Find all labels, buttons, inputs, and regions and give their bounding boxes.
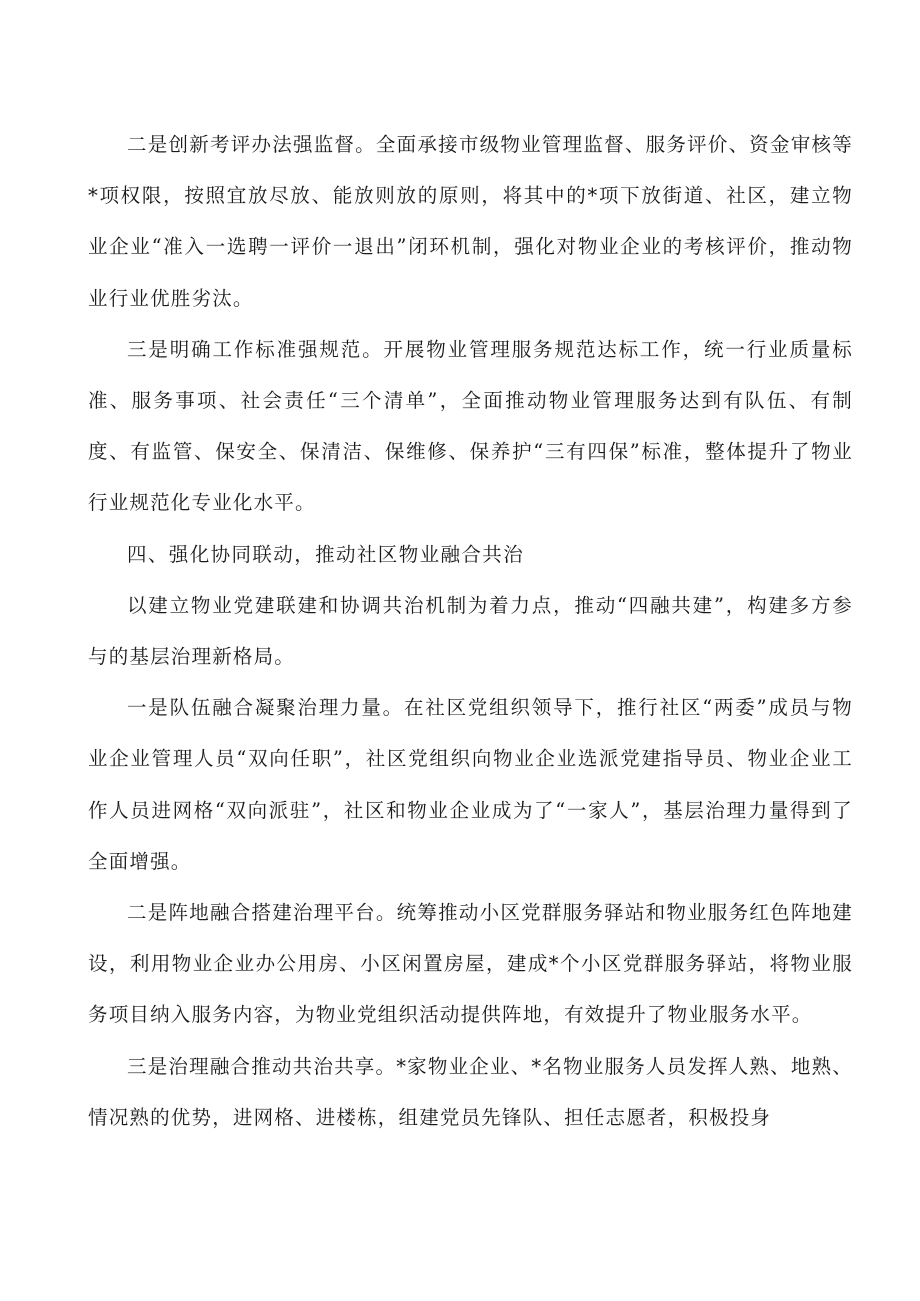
paragraph-clarify-standards: 三是明确工作标准强规范。开展物业管理服务规范达标工作，统一行业质量标准、服务事项、社会责任“三个清单”，全面推动物业管理服务达到有队伍、有制度、有监管、保安全、保清洁、保维修、保养护“三有四保”标准，整体提升了物业行业规范化专业化水平。 xyxy=(88,337,853,515)
paragraph-innovate-evaluation: 二是创新考评办法强监督。全面承接市级物业管理监督、服务评价、资金审核等*项权限，按照宜放尽放、能放则放的原则，将其中的*项下放街道、社区，建立物业企业“准入一选聘一评价一退出”闭环机制，强化对物业企业的考核评价，推动物业行业优胜劣汰。 xyxy=(88,133,853,310)
paragraph-position-integration: 二是阵地融合搭建治理平台。统筹推动小区党群服务驿站和物业服务红色阵地建设，利用物业企业办公用房、小区闲置房屋，建成*个小区党群服务驿站，将物业服务项目纳入服务内容，为物业党组织活动提供阵地，有效提升了物业服务水平。 xyxy=(88,901,853,1027)
paragraph-section-intro: 以建立物业党建联建和协调共治机制为着力点，推动“四融共建”，构建多方参与的基层治理新格局。 xyxy=(88,593,853,669)
paragraph-team-integration: 一是队伍融合凝聚治理力量。在社区党组织领导下，推行社区“两委”成员与物业企业管理人员“双向任职”，社区党组织向物业企业选派党建指导员、物业企业工作人员进网格“双向派驻”，社区和物业企业成为了“一家人”，基层治理力量得到了全面增强。 xyxy=(88,696,853,873)
document-body xyxy=(88,119,853,1143)
section-heading-four: 四、强化协同联动，推动社区物业融合共治 xyxy=(127,542,525,566)
paragraph-governance-integration: 三是治理融合推动共治共享。*家物业企业、*名物业服务人员发挥人熟、地熟、情况熟的优势，进网格、进楼栋，组建党员先锋队、担任志愿者，积极投身 xyxy=(88,1054,853,1129)
